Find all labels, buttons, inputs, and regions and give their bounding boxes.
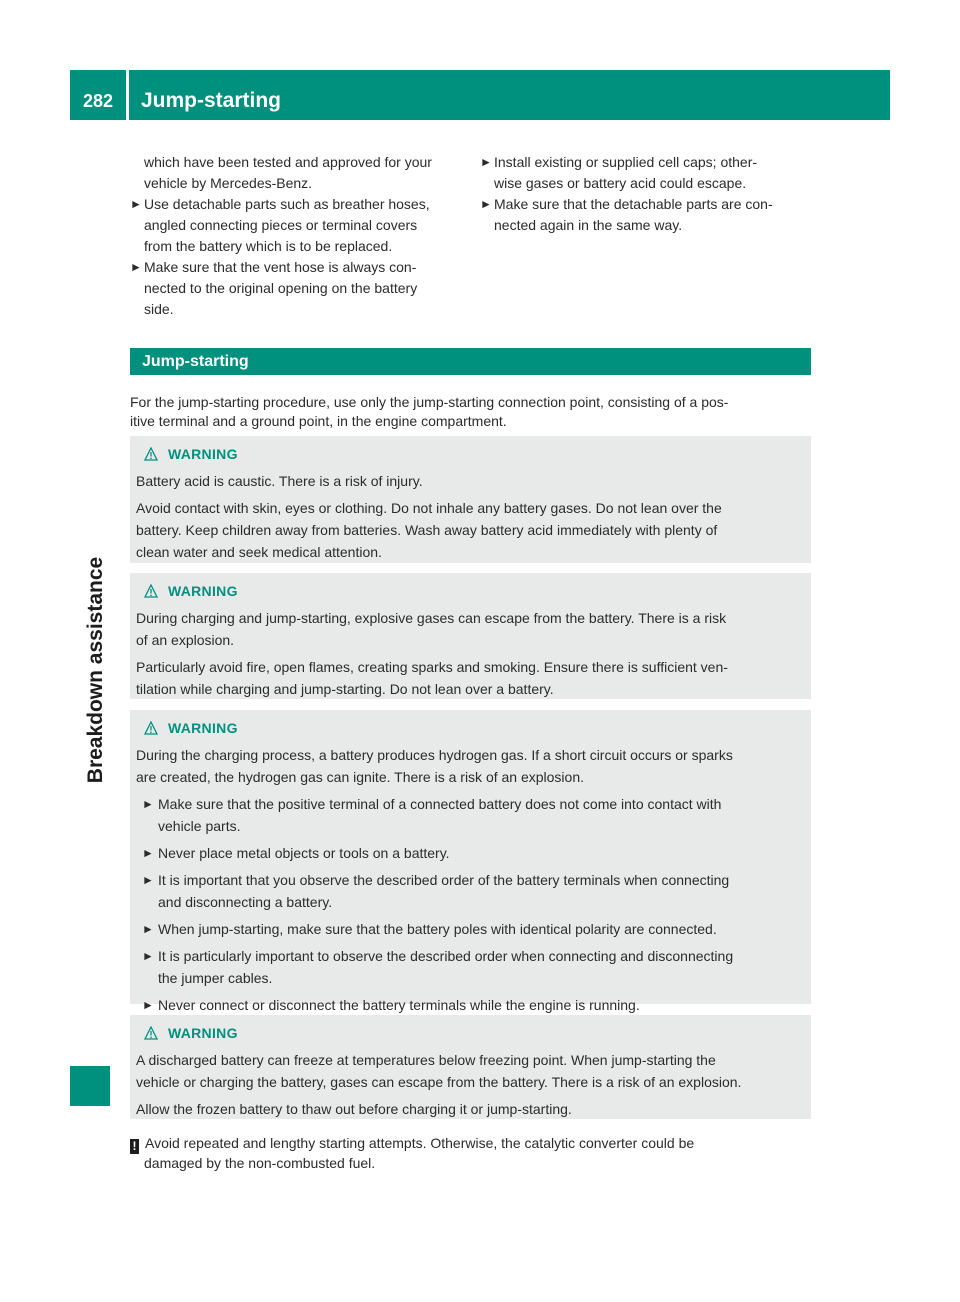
header-divider [126, 70, 129, 120]
warning-text: Allow the frozen battery to thaw out before charging it or jump-starting. [136, 1101, 572, 1117]
side-tab [70, 1066, 110, 1106]
continuation-line: which have been tested and approved for your [144, 154, 432, 170]
warning-triangle-icon [144, 447, 158, 461]
list-item: ► Make sure that the detachable parts are con- nected again in the same way. [480, 196, 773, 233]
caution-note: ! Avoid repeated and lengthy starting attempts. Otherwise, the catalytic converter could be damaged by the non-combusted fuel. [130, 1134, 814, 1173]
warning-box [130, 436, 811, 563]
side-label-text: Breakdown assistance [84, 556, 107, 784]
bullet-icon: ► [142, 922, 154, 936]
warning-header [136, 581, 801, 601]
warning-box [130, 573, 811, 699]
warning-label: WARNING [168, 583, 238, 599]
warning-text: During charging and jump-starting, explosive gases can escape from the battery. There is a risk of an explosion. [136, 610, 727, 648]
list-item: ► Make sure that the positive terminal of a connected battery does not come into contact with vehicle parts. [142, 793, 801, 837]
right-column [480, 152, 814, 236]
list-item: ► Never connect or disconnect the battery terminals while the engine is running. [142, 994, 801, 1016]
bullet-icon: ► [142, 873, 154, 887]
bullet-icon: ► [142, 846, 154, 860]
list-item: ► Make sure that the vent hose is always con- nected to the original opening on the battery side. [130, 259, 418, 317]
exclamation-icon: ! [130, 1139, 139, 1154]
warning-triangle-icon [144, 1026, 158, 1040]
warning-label: WARNING [168, 720, 238, 736]
warning-header [136, 718, 801, 738]
warning-triangle-icon [144, 721, 158, 735]
list-item: ► When jump-starting, make sure that the battery poles with identical polarity are connected. [142, 918, 801, 940]
bullet-icon: ► [130, 197, 142, 211]
warning-box [130, 710, 811, 1013]
bullet-icon: ► [142, 998, 154, 1012]
section-intro: For the jump-starting procedure, use only the jump-starting connection point, consisting of a pos- itive terminal and a ground point, in the engine compartment. [130, 394, 729, 429]
list-item: ► It is particularly important to observe the described order when connecting and disconnecting the jumper cables. [142, 945, 801, 989]
bullet-icon: ► [130, 260, 142, 274]
bullet-icon: ► [142, 949, 154, 963]
warning-text: A discharged battery can freeze at temperatures below freezing point. When jump-starting the vehicle or charging the battery, gases can escape from the battery. There is a risk of an explosion. [136, 1052, 742, 1090]
continuation-line: vehicle by Mercedes-Benz. [144, 175, 313, 191]
list-item: ► It is important that you observe the described order of the battery terminals when connecting and disconnecting a battery. [142, 869, 801, 913]
warning-text: Battery acid is caustic. There is a risk of injury. [136, 473, 423, 489]
list-item: ► Install existing or supplied cell caps; other- wise gases or battery acid could escape. [480, 154, 758, 191]
warning-box [130, 1015, 811, 1119]
warning-label: WARNING [168, 446, 238, 462]
bullet-icon: ► [480, 155, 492, 169]
warning-text: During the charging process, a battery produces hydrogen gas. If a short circuit occurs or sparks are created, the hydrogen gas can ignite. There is a risk of an explosion. [136, 747, 733, 785]
warning-text: Particularly avoid fire, open flames, creating sparks and smoking. Ensure there is sufficient ven- tilation while charging and jump-starting. Do not lean over a battery. [136, 659, 728, 697]
left-column [130, 152, 463, 320]
warning-triangle-icon [144, 584, 158, 598]
header-title: Jump-starting [141, 89, 282, 112]
warning-text: Avoid contact with skin, eyes or clothing. Do not inhale any battery gases. Do not lean over the battery. Keep children away from batteries. Wash away battery acid immediately with plenty of clean water and seek medical attention. [136, 500, 722, 560]
side-label [65, 520, 127, 820]
page-number: 282 [82, 91, 114, 111]
warning-label: WARNING [168, 1025, 238, 1041]
bullet-icon: ► [480, 197, 492, 211]
warning-header [136, 444, 801, 464]
bullet-icon: ► [142, 797, 154, 811]
warning-header [136, 1023, 801, 1043]
list-item: ► Use detachable parts such as breather hoses, angled connecting pieces or terminal covers from the battery which is to be replaced. [130, 196, 430, 254]
section-title: Jump-starting [142, 353, 249, 370]
list-item: ► Never place metal objects or tools on a battery. [142, 842, 801, 864]
